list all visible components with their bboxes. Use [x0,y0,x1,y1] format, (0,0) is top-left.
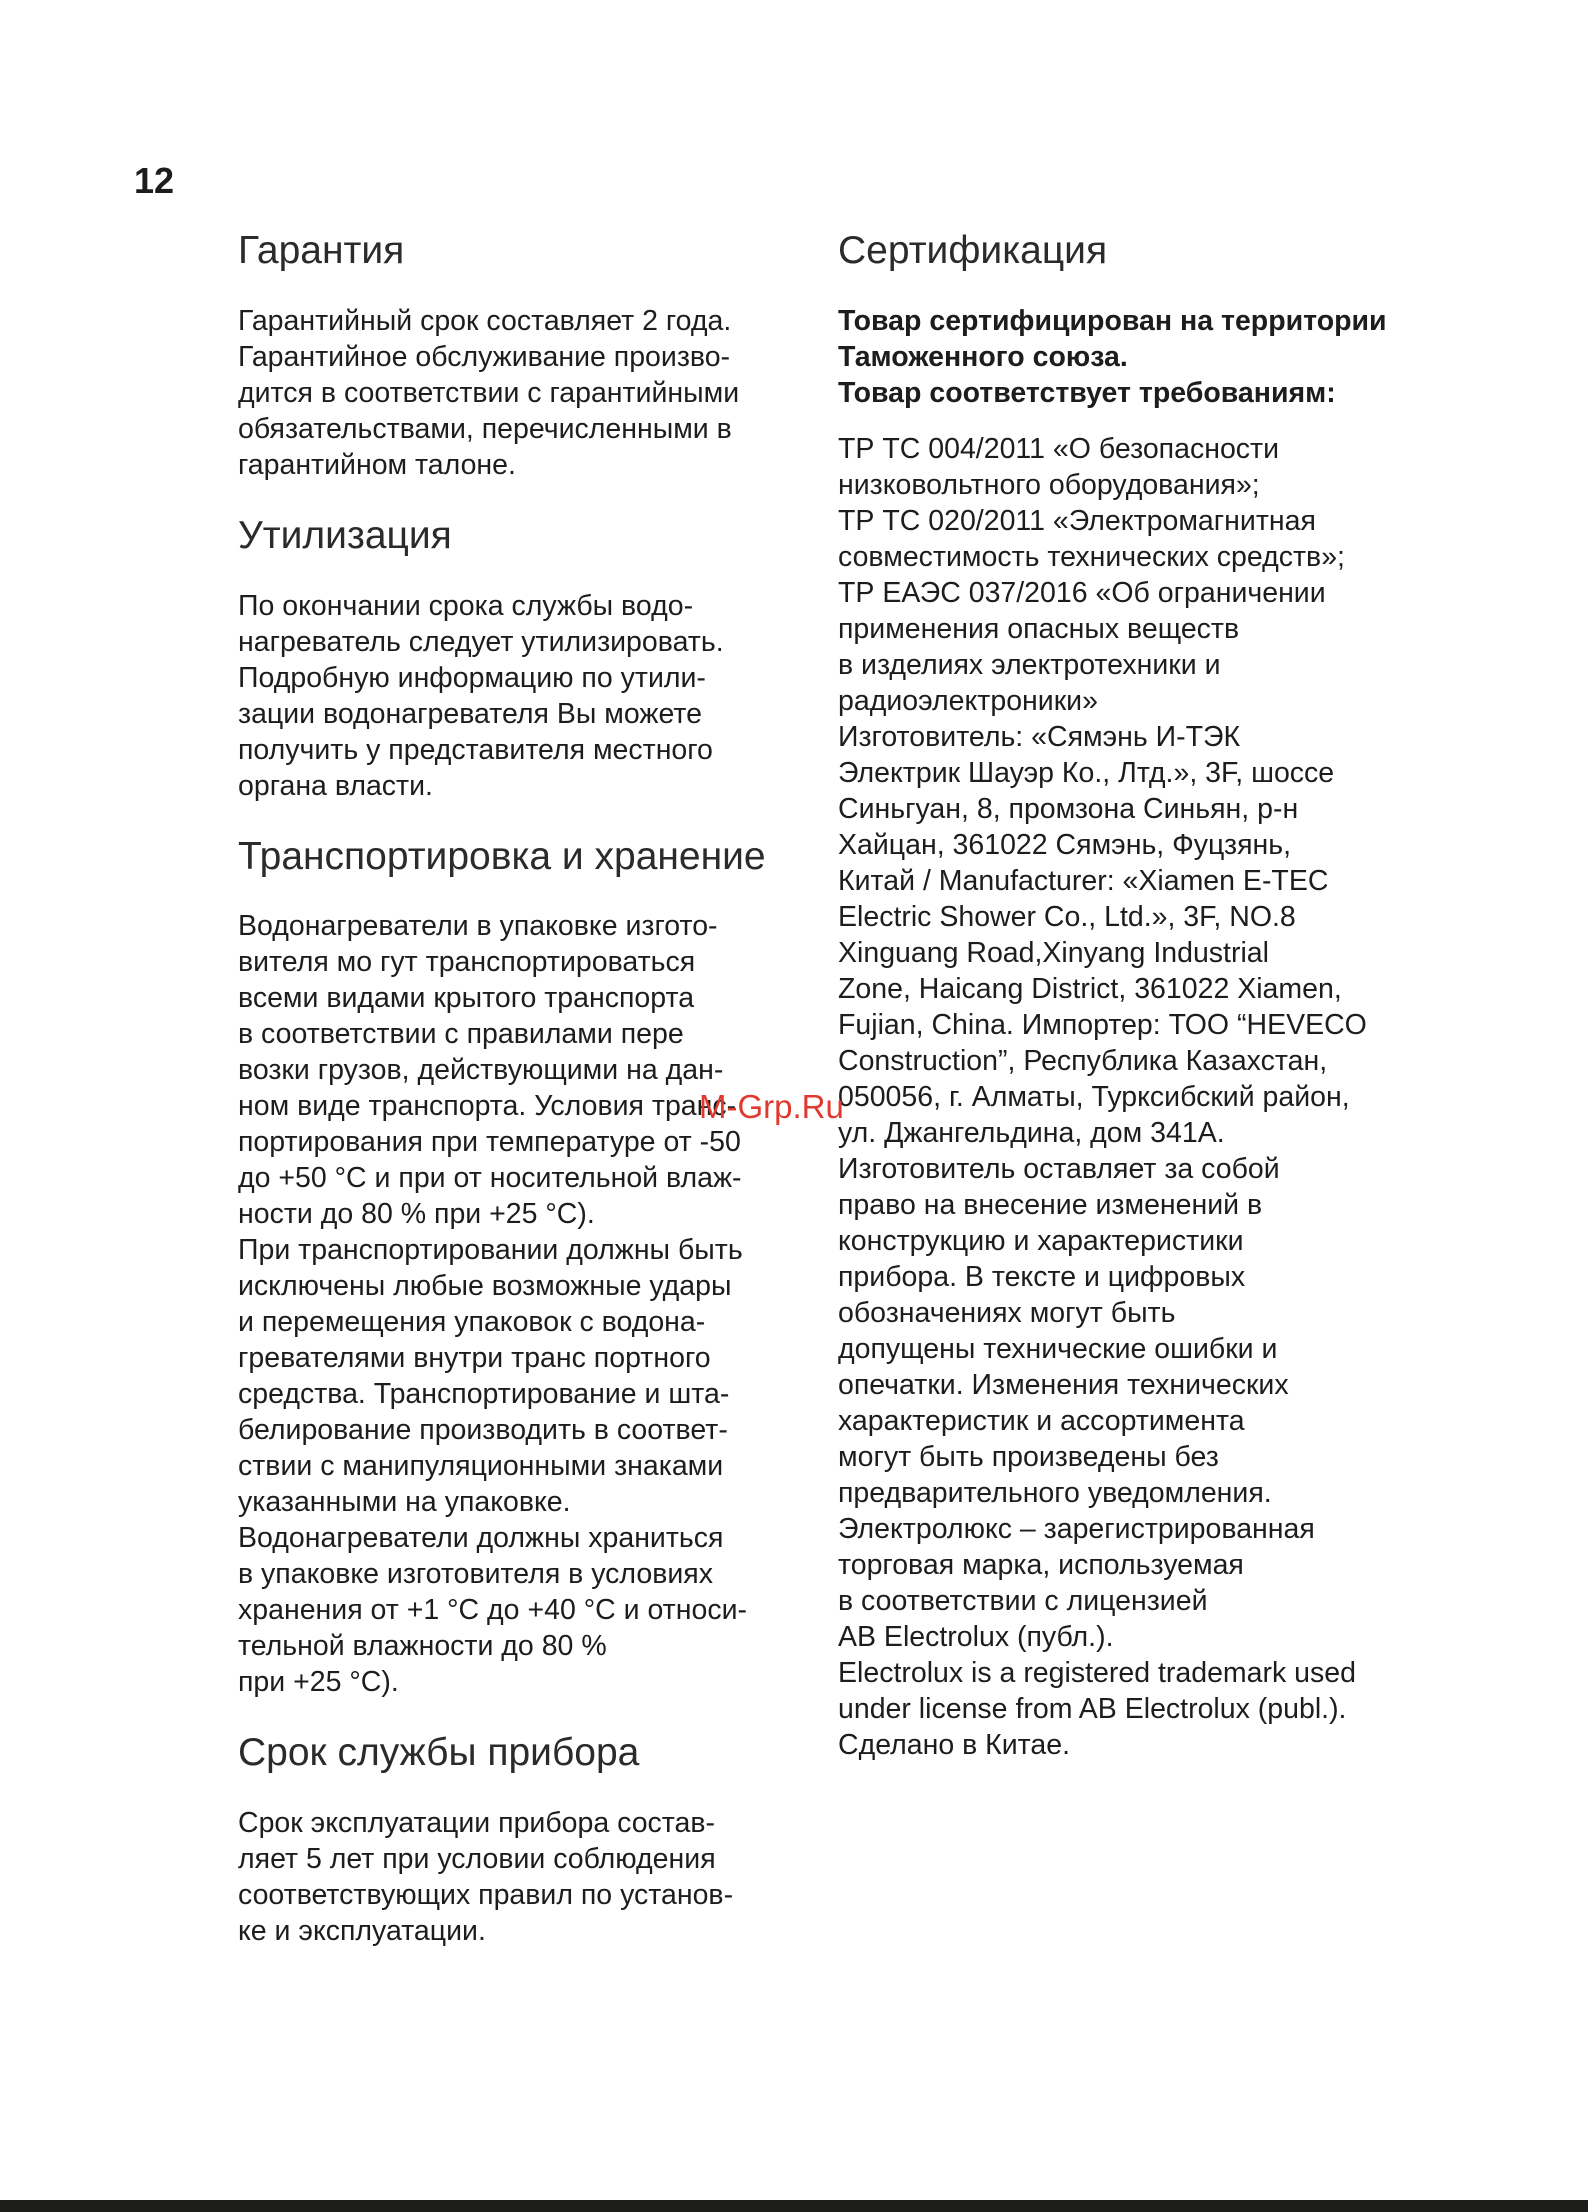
right-column [838,228,1398,1793]
warranty-heading: Гарантия [238,229,405,272]
service-life-text: Срок эксплуатации прибора состав- ляет 5 лет при условии соблюдения соответствующих правил по установ- ке и эксплуатации. [238,1807,734,1948]
certification-heading: Сертификация [838,229,1108,272]
disposal-section [238,513,798,804]
disposal-text: По окончании срока службы водо- нагреватель следует утилизировать. Подробную информацию по утили- зации водонагревателя Вы можете получить у представителя местного органа власти. [238,589,724,802]
certification-text: ТР ТС 004/2011 «О безопасности низковольтного оборудования»; ТР ТС 020/2011 «Электромагнитная совместимость технических средств»; ТР ЕАЭС 037/2016 «Об ограничении применения опасных веществ в изделиях электротехники и радиоэлектроники» Изготовитель: «Сямэнь И-ТЭК Электрик Шауэр Ко., Лтд.», 3F, шоссе Синьгуан, 8, промзона Синьян, р-н Хайцан, 361022 Сямэнь, Фуцзянь, Китай / Manufacturer: «Xiamen E-TEC Electric Shower Co., Ltd.», 3F, NO.8 Xinguang Road,Xinyang Industrial Zone, Haicang District, 361022 Xiamen, Fujian, China. Импортер: ТОО “HEVECO Construction”, Республика Казахстан, 050056, г. Алматы, Турксибский район, ул. Джангельдина, дом 341А. Изготовитель оставляет за собой право на внесение изменений в конструкцию и характеристики прибора. В тексте и цифровых обозначениях могут быть допущены технические ошибки и опечатки. Изменения технических характеристик и ассортимента могут быть произведены без предварительного уведомления. Электролюкс – зарегистрированная торговая марка, используемая в соответствии с лицензией AB Electrolux (публ.). Electrolux is a registered trademark used under license from AB Electrolux (publ.). Сделано в Китае. [838,432,1367,1761]
certification-statement: Товар сертифицирован на территории Таможенного союза. Товар соответствует требованиям: [838,304,1387,409]
warranty-section [238,228,798,483]
service-life-heading: Срок службы прибора [238,1731,640,1775]
bottom-rule [0,2200,1588,2212]
service-life-section [238,1730,798,1949]
disposal-heading: Утилизация [238,513,452,557]
certification-section [838,228,1398,1763]
transport-heading: Транспортировка и хранение [238,834,766,878]
page-number: 12 [134,160,175,201]
transport-section [238,834,798,1701]
watermark-logo: M-Grp.Ru [699,1088,844,1125]
warranty-text: Гарантийный срок составляет 2 года. Гарантийное обслуживание произво- дится в соответствии с гарантийными обязательствами, перечисленными в гарантийном талоне. [238,304,740,481]
transport-text: Водонагреватели в упаковке изгото- вителя мо гут транспортироваться всеми видами крытого транспорта в соответствии с правилами пере возки грузов, действующими на дан- ном виде транспорта. Условия транс- портирования при температуре от -50 до +50 °С и при от носительной влаж- ности до 80 % при +25 °С). При транспортировании должны быть исключены любые возможные удары и перемещения упаковок с водона- гревателями внутри транс портного средства. Транспортирование и шта- белирование производить в соответ- ствии с манипуляционными знаками указанными на упаковке. Водонагреватели должны храниться в упаковке изготовителя в условиях хранения от +1 °С до +40 °С и относи- тельной влажности до 80 % при +25 °С). [238,910,747,1699]
